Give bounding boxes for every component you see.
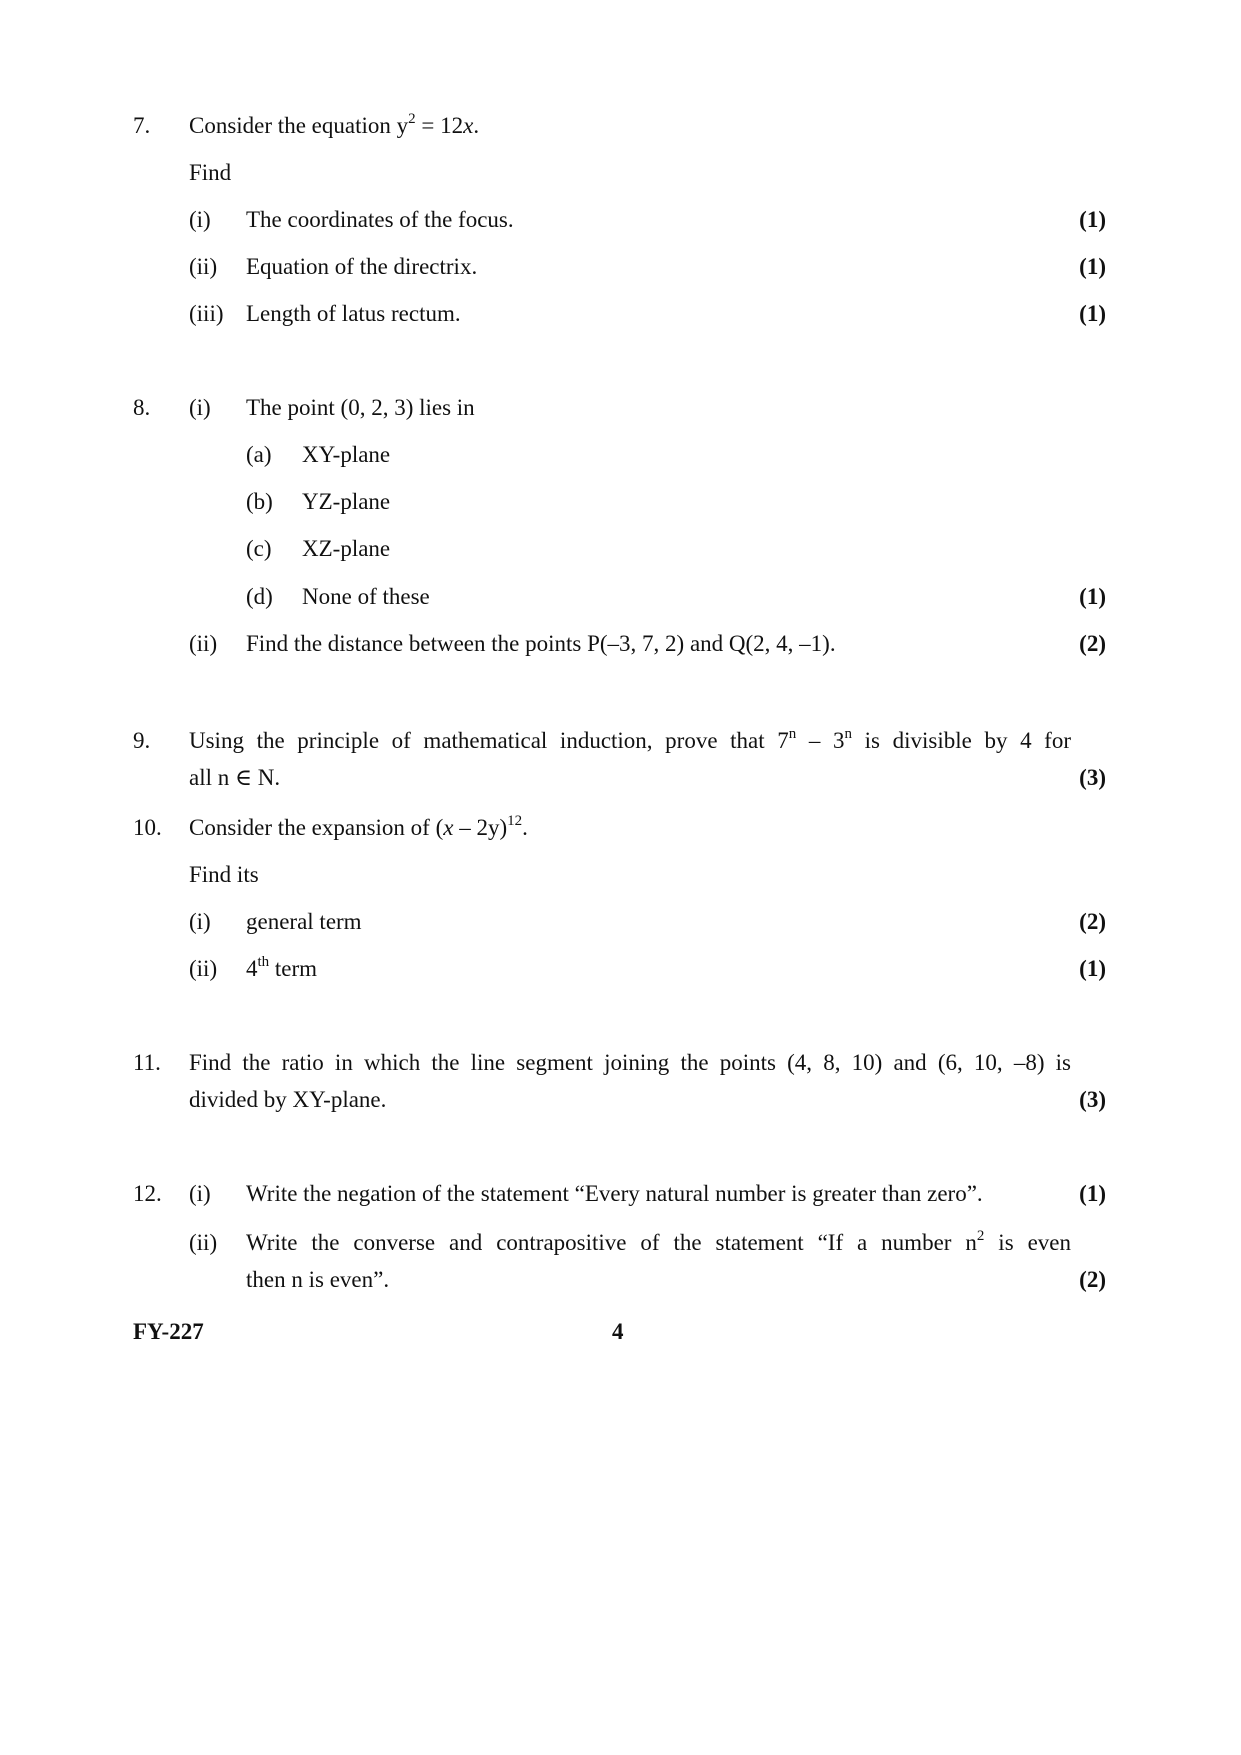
- q7-find: Find: [189, 160, 232, 185]
- q11-marks: (3): [1079, 1087, 1106, 1112]
- q10-part1-label: (i): [189, 909, 211, 934]
- q8-part2-label: (ii): [189, 631, 218, 656]
- q9-text-line1: Using the principle of mathematical induction, prove that 7$^n$ – 3$^n$ is divisible by 4 for: [189, 726, 1072, 753]
- q10-part1-marks: (2): [1079, 909, 1106, 934]
- q8-option-label: (b): [246, 489, 273, 514]
- q7-part-label: (i): [189, 207, 211, 232]
- q8-part1-text: The point (0, 2, 3) lies in: [246, 395, 475, 420]
- q8-part2-marks: (2): [1079, 631, 1106, 656]
- q12-part2-marks: (2): [1079, 1267, 1106, 1292]
- q11-text-line1: Find the ratio in which the line segment joining the points (4, 8, 10) and (6, 10, –8) is: [189, 1050, 1071, 1075]
- q8-number: 8.: [133, 395, 151, 420]
- q10-part1-text: general term: [246, 909, 362, 934]
- q10-stem: Consider the expansion of (x – 2y)$^{12}$.: [189, 813, 528, 840]
- q8-part2-text: Find the distance between the points P(–3, 7, 2) and Q(2, 4, –1).: [246, 631, 836, 656]
- paper-code: FY-227: [133, 1319, 204, 1344]
- q12-part1-label: (i): [189, 1181, 211, 1206]
- q10-part2-text: 4th term: [246, 954, 318, 981]
- q12-part1-marks: (1): [1079, 1181, 1106, 1206]
- q10-number: 10.: [133, 815, 162, 840]
- q12-number: 12.: [133, 1181, 162, 1206]
- q10-part2-label: (ii): [189, 956, 218, 981]
- q7-part-text: Equation of the directrix.: [246, 254, 478, 279]
- q12-part1-text: Write the negation of the statement “Every natural number is greater than zero”.: [246, 1181, 983, 1206]
- q9-text-line2: all n ∈ N.: [189, 765, 281, 790]
- page-number: 4: [612, 1319, 624, 1344]
- q8-option-label: (d): [246, 584, 273, 609]
- q10-find: Find its: [189, 862, 259, 887]
- q10-part2-marks: (1): [1079, 956, 1106, 981]
- q7-stem: Consider the equation $y^2 = 12x$.: [189, 111, 480, 138]
- q8-option-label: (a): [246, 442, 272, 467]
- q8-part1-label: (i): [189, 395, 211, 420]
- q12-part2-label: (ii): [189, 1230, 218, 1255]
- q7-part-label: (iii): [189, 301, 224, 326]
- q12-part2-line1: Write the converse and contrapositive of the statement “If a number $n^2$ is even: [246, 1228, 1071, 1255]
- q7-part-marks: (1): [1079, 207, 1106, 232]
- q7-part-marks: (1): [1079, 301, 1106, 326]
- q8-option-text: XY-plane: [302, 442, 391, 467]
- q12-part2-line2: then n is even”.: [246, 1267, 390, 1292]
- q7-part-marks: (1): [1079, 254, 1106, 279]
- q8-option-label: (c): [246, 536, 272, 561]
- q9-number: 9.: [133, 728, 151, 753]
- q8-option-text: XZ-plane: [302, 536, 391, 561]
- q7-part-text: Length of latus rectum.: [246, 301, 461, 326]
- q8-option-text: YZ-plane: [302, 489, 391, 514]
- q8-part1-marks: (1): [1079, 584, 1106, 609]
- q8-option-text: None of these: [302, 584, 430, 609]
- q9-marks: (3): [1079, 765, 1106, 790]
- q7-part-label: (ii): [189, 254, 218, 279]
- q11-number: 11.: [133, 1050, 161, 1075]
- q7-number: 7.: [133, 113, 151, 138]
- q11-text-line2: divided by XY-plane.: [189, 1087, 387, 1112]
- q7-part-text: The coordinates of the focus.: [246, 207, 514, 232]
